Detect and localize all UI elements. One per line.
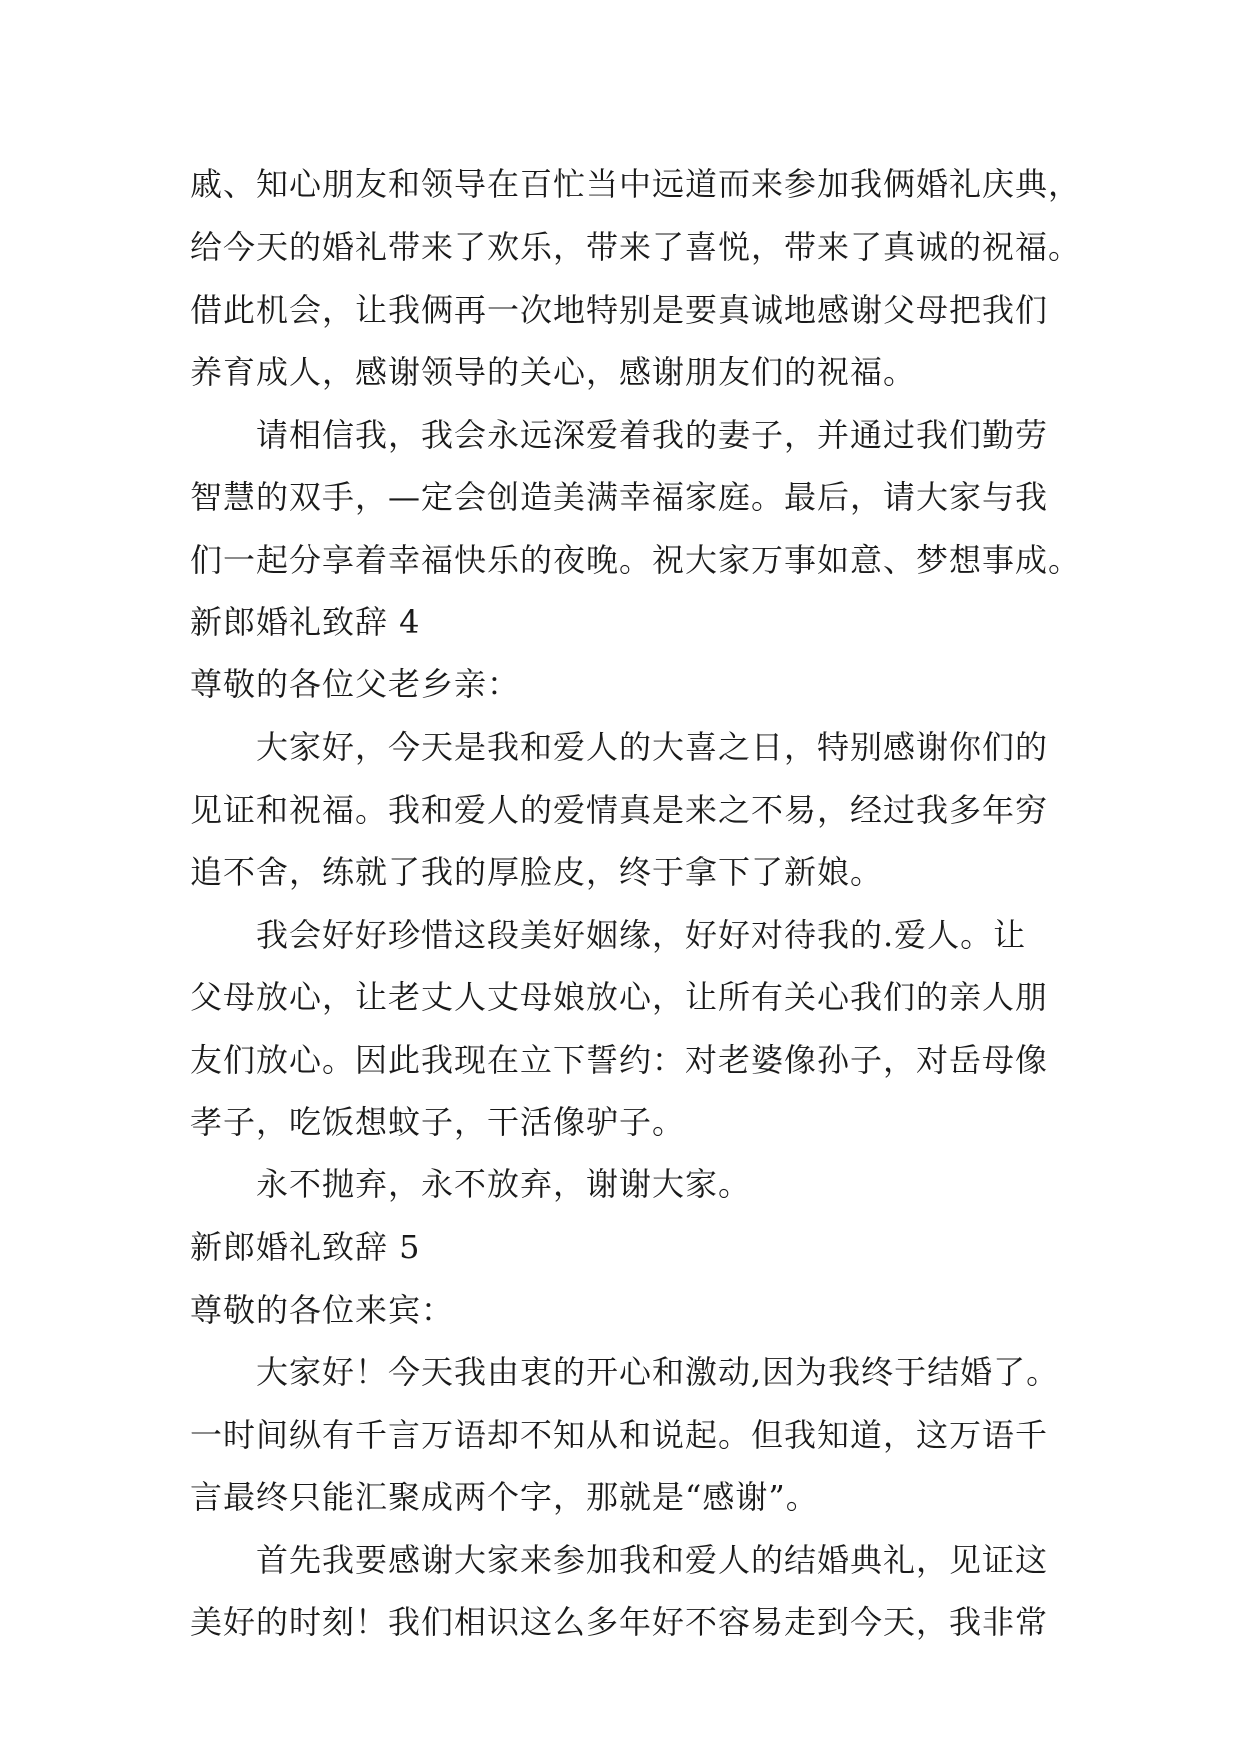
- text-line: 智慧的双手，—定会创造美满幸福家庭。最后，请大家与我: [190, 478, 1049, 516]
- text-line: 一时间纵有千言万语却不知从和说起。但我知道，这万语千: [190, 1416, 1049, 1454]
- text-line: 首先我要感谢大家来参加我和爱人的结婚典礼，见证这: [256, 1541, 1049, 1579]
- text-line: 大家好，今天是我和爱人的大喜之日，特别感谢你们的: [256, 728, 1049, 766]
- salutation: 尊敬的各位父老乡亲：: [190, 665, 521, 703]
- text-line: 友们放心。因此我现在立下誓约：对老婆像孙子，对岳母像: [190, 1041, 1049, 1079]
- text-line: 追不舍，练就了我的厚脸皮，终于拿下了新娘。: [190, 853, 884, 891]
- salutation: 尊敬的各位来宾：: [190, 1291, 455, 1329]
- section-heading: 新郎婚礼致辞 4: [190, 603, 421, 641]
- text-line: 们一起分享着幸福快乐的夜晚。祝大家万事如意、梦想事成。: [190, 541, 1082, 579]
- text-line: 永不抛弃，永不放弃，谢谢大家。: [256, 1165, 752, 1203]
- section-heading: 新郎婚礼致辞 5: [190, 1228, 421, 1266]
- text-line: 请相信我，我会永远深爱着我的妻子，并通过我们勤劳: [256, 416, 1049, 454]
- text-line: 见证和祝福。我和爱人的爱情真是来之不易，经过我多年穷: [190, 791, 1049, 829]
- text-line: 言最终只能汇聚成两个字，那就是“感谢”。: [190, 1478, 819, 1516]
- text-line: 给今天的婚礼带来了欢乐，带来了喜悦，带来了真诚的祝福。: [190, 228, 1082, 266]
- text-line: 借此机会，让我俩再一次地特别是要真诚地感谢父母把我们: [190, 291, 1049, 329]
- text-line: 父母放心，让老丈人丈母娘放心，让所有关心我们的亲人朋: [190, 978, 1049, 1016]
- text-line: 美好的时刻！我们相识这么多年好不容易走到今天，我非常: [190, 1603, 1049, 1641]
- text-line: 大家好！今天我由衷的开心和激动,因为我终于结婚了。: [256, 1353, 1060, 1391]
- text-line: 孝子，吃饭想蚊子，干活像驴子。: [190, 1103, 686, 1141]
- text-line: 戚、知心朋友和领导在百忙当中远道而来参加我俩婚礼庆典，: [190, 165, 1082, 203]
- text-line: 我会好好珍惜这段美好姻缘，好好对待我的.爱人。让: [256, 916, 1027, 954]
- text-line: 养育成人，感谢领导的关心，感谢朋友们的祝福。: [190, 353, 917, 391]
